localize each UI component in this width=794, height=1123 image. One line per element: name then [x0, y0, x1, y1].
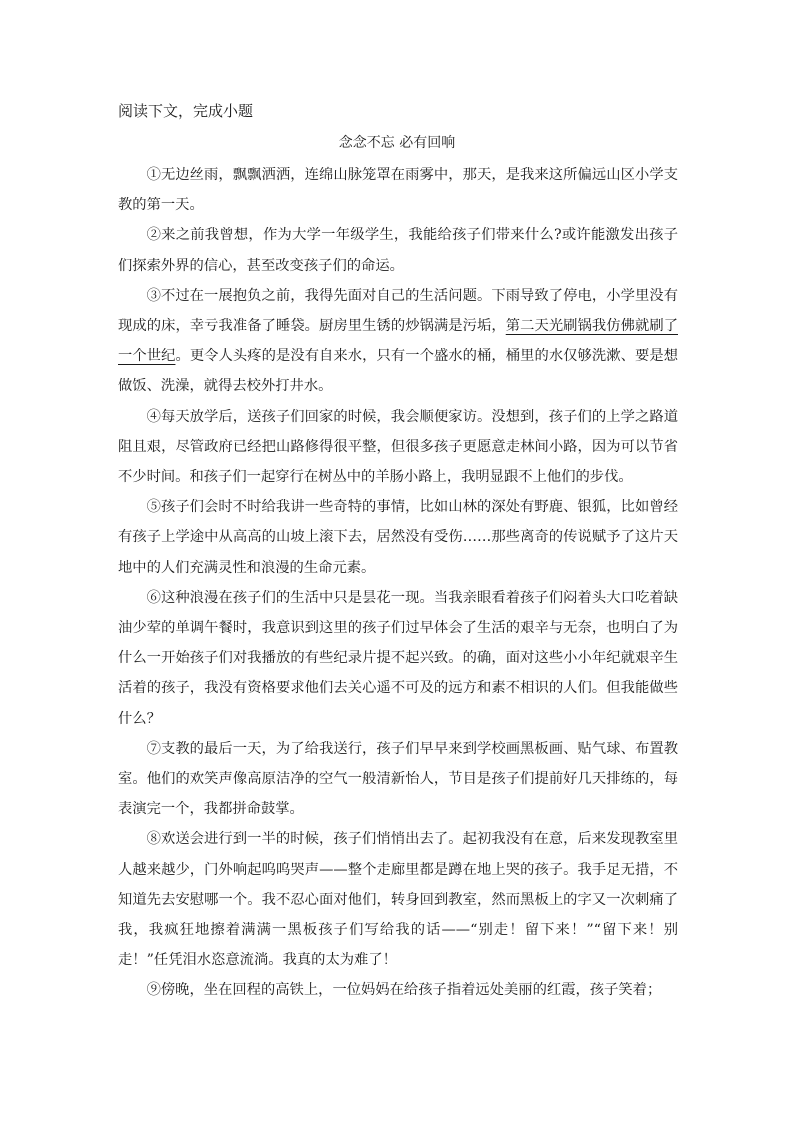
- paragraph-4: ④每天放学后，送孩子们回家的时候，我会顺便家访。没想到，孩子们的上学之路道阻且艰，尽管政府已经把山路修得很平整，但很多孩子更愿意走林间小路，因为可以节省不少时间。和孩子们一起穿行在树丛中的羊肠小路上，我明显跟不上他们的步伐。: [118, 408, 678, 486]
- underlined-sentence: 第二天光刷锅我仿佛就刷了一个世纪: [118, 318, 678, 365]
- paragraph-5: ⑤孩子们会时不时给我讲一些奇特的事情，比如山林的深处有野鹿、银狐，比如曾经有孩子上学途中从高高的山坡上滚下去，居然没有受伤……那些离奇的传说赋予了这片天地中的人们充满灵性和浪漫的生命元素。: [118, 499, 678, 576]
- paragraph-7: ⑦支教的最后一天，为了给我送行，孩子们早早来到学校画黑板画、贴气球、布置教室。他们的欢笑声像高原洁净的空气一般清新怡人，节目是孩子们提前好几天排练的，每表演完一个，我都拼命鼓掌。: [118, 740, 678, 818]
- paragraph-3-text-before: ③不过在一展抱负之前，我得先面对自己的生活问题。下雨导致了停电，小学里没有现成的床，幸亏我准备了睡袋。厨房里生锈的炒锅满是污垢，: [118, 287, 678, 335]
- reading-instruction: 阅读下文，完成小题: [118, 102, 254, 120]
- paragraph-2: ②来之前我曾想，作为大学一年级学生，我能给孩子们带来什么?或许能激发出孩子们探索外界的信心，甚至改变孩子们的命运。: [118, 227, 678, 274]
- paragraph-1: ①无边丝雨，飘飘洒洒，连绵山脉笼罩在雨雾中，那天，是我来这所偏远山区小学支教的第一天。: [118, 167, 678, 214]
- paragraph-8: ⑧欢送会进行到一半的时候，孩子们悄悄出去了。起初我没有在意，后来发现教室里人越来越少，门外响起呜呜哭声——整个走廊里都是蹲在地上哭的孩子。我手足无措，不知道先去安慰哪一个。我不忍心面对他们，转身回到教室，然而黑板上的字又一次刺痛了我，我疯狂地擦着满满一黑板孩子们写给我的话——“别走！留下来！”“留下来！别走！”任凭泪水恣意流淌。我真的太为难了！: [118, 831, 678, 969]
- article-title: 念念不忘 必有回响: [338, 135, 456, 151]
- paragraph-9: ⑨傍晚，坐在回程的高铁上，一位妈妈在给孩子指着远处美丽的红霞，孩子笑着；: [146, 982, 662, 999]
- paragraph-3: [118, 281, 678, 402]
- paragraph-3-text-after: 。更令人头疼的是没有自来水，只有一个盛水的桶，桶里的水仅够洗漱、要是想做饭、洗澡，就得去校外打井水。: [118, 348, 679, 395]
- article-body: [118, 160, 678, 1006]
- paragraph-6: ⑥这种浪漫在孩子们的生活中只是昙花一现。当我亲眼看着孩子们闷着头大口吃着缺油少荤的单调午餐时，我意识到这里的孩子们过早体会了生活的艰辛与无奈，也明白了为什么一开始孩子们对我播放的有些纪录片提不起兴致。的确，面对这些小小年纪就艰辛生活着的孩子，我没有资格要求他们去关心遥不可及的远方和素不相识的人们。但我能做些什么？: [118, 589, 678, 727]
